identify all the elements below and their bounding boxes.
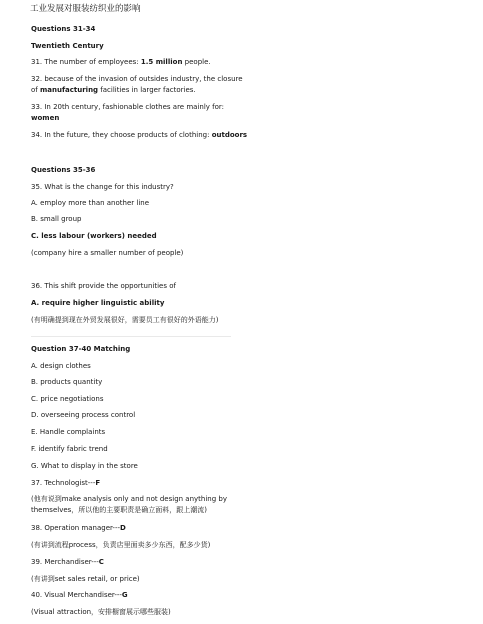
- question-32-line2: [31, 86, 196, 95]
- answer-33: women: [31, 114, 60, 122]
- option-b: B. small group: [31, 215, 82, 223]
- matching-option: D. overseeing process control: [31, 411, 136, 419]
- answer: manufacturing: [39, 86, 99, 94]
- question-text: 40. Visual Merchandiser---: [31, 591, 122, 599]
- page-title: 工业发展对服装纺织业的影响: [30, 4, 141, 14]
- question-39: [31, 558, 104, 567]
- note-36: (有明确提到现在外贸发展很好，需要员工有很好的外语能力): [31, 316, 219, 324]
- question-text: 39. Merchandiser---: [31, 558, 99, 566]
- answer: 1.5 million: [140, 58, 183, 66]
- note-37-line2: themselves，所以他的主要职责是确立面料，跟上潮流): [31, 506, 208, 514]
- question-text: of: [31, 86, 40, 94]
- question-text: people.: [182, 58, 211, 66]
- section-heading-37-40: Question 37-40 Matching: [31, 345, 131, 353]
- section-heading-31-34: Questions 31-34: [31, 25, 96, 33]
- note-40: (Visual attraction，安排橱窗展示哪些服装): [31, 608, 171, 616]
- section-subheading: Twentieth Century: [31, 42, 104, 50]
- divider: [31, 336, 231, 337]
- section-heading-35-36: Questions 35-36: [31, 166, 96, 174]
- question-40: [31, 591, 128, 600]
- question-31: [31, 58, 211, 67]
- matching-option: C. price negotiations: [31, 395, 104, 403]
- matching-option: B. products quantity: [31, 378, 103, 386]
- note-38: (有讲到流程process，负责店里面卖多少东西，配多少货): [31, 541, 211, 549]
- question-text: 38. Operation manager---: [31, 524, 121, 532]
- question-34: [31, 131, 247, 140]
- note-37-line1: (他有说到make analysis only and not design anything by: [31, 495, 227, 503]
- answer-36: A. require higher linguistic ability: [31, 299, 165, 307]
- question-32-line1: 32. because of the invasion of outsides industry, the closure: [31, 75, 243, 83]
- option-a: A. employ more than another line: [31, 199, 150, 207]
- answer: D: [120, 524, 126, 532]
- option-c-answer: C. less labour (workers) needed: [31, 232, 157, 240]
- question-38: [31, 524, 126, 533]
- note-39: (有讲到set sales retail, or price): [31, 575, 140, 583]
- matching-option: A. design clothes: [31, 362, 91, 370]
- matching-option: E. Handle complaints: [31, 428, 106, 436]
- question-text: 37. Technologist---: [31, 479, 96, 487]
- question-text: 34. In the future, they choose products of clothing:: [31, 131, 212, 139]
- answer: F: [95, 479, 101, 487]
- question-text: facilities in larger factories.: [98, 86, 196, 94]
- matching-option: F. identify fabric trend: [31, 445, 108, 453]
- answer: C: [98, 558, 104, 566]
- question-text: 31. The number of employees:: [31, 58, 141, 66]
- question-35: 35. What is the change for this industry?: [31, 183, 174, 191]
- question-36: 36. This shift provide the opportunities of: [31, 282, 176, 290]
- answer: outdoors: [211, 131, 248, 139]
- matching-option: G. What to display in the store: [31, 462, 138, 470]
- question-37: [31, 479, 100, 488]
- note-35: (company hire a smaller number of people): [31, 249, 184, 257]
- answer: G: [121, 591, 128, 599]
- question-33: 33. In 20th century, fashionable clothes are mainly for:: [31, 103, 224, 111]
